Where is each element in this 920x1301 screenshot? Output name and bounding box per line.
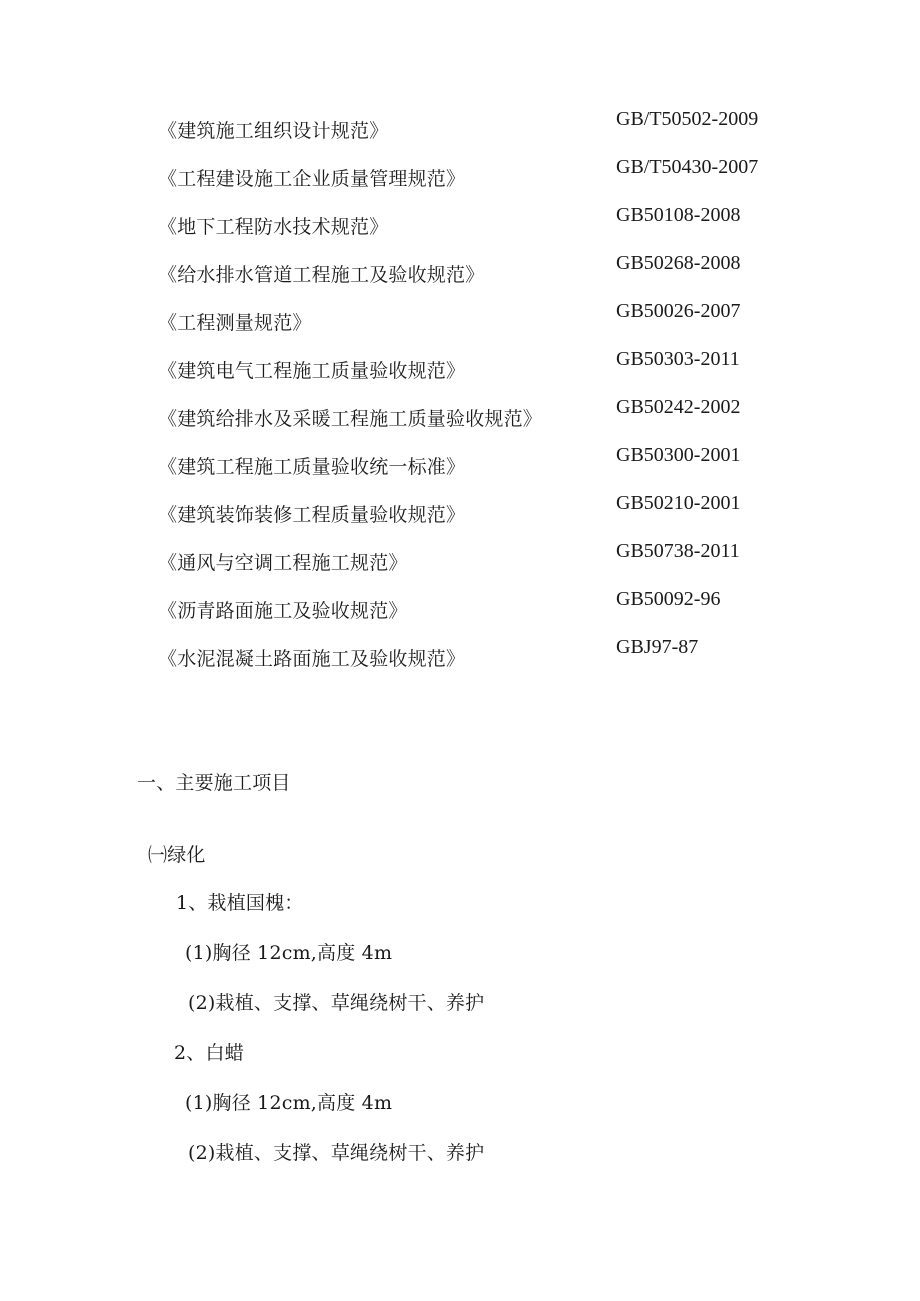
standard-title: 《建筑装饰装修工程质量验收规范》 — [158, 504, 466, 526]
standard-title: 《建筑给排水及采暖工程施工质量验收规范》 — [158, 408, 543, 430]
standard-code: GB50268-2008 — [616, 252, 741, 274]
standard-row — [0, 108, 920, 142]
standard-title: 《建筑电气工程施工质量验收规范》 — [158, 360, 466, 382]
standard-code: GB50092-96 — [616, 588, 721, 610]
standard-row — [0, 396, 920, 430]
standard-row — [0, 492, 920, 526]
standard-code: GB50300-2001 — [616, 444, 741, 466]
standard-title: 《地下工程防水技术规范》 — [158, 216, 389, 238]
standard-row — [0, 156, 920, 190]
item-label: 2、白蜡 — [174, 1042, 244, 1064]
standard-title: 《工程建设施工企业质量管理规范》 — [158, 168, 466, 190]
section-heading: 一、主要施工项目 — [137, 772, 291, 794]
standard-title: 《沥青路面施工及验收规范》 — [158, 600, 408, 622]
standard-code: GB/T50502-2009 — [616, 108, 759, 130]
standard-code: GB50108-2008 — [616, 204, 741, 226]
standard-row — [0, 252, 920, 286]
subsection-heading: ㈠绿化 — [148, 844, 206, 866]
item-detail: (1)胸径 12cm,高度 4m — [185, 1092, 393, 1114]
standard-title: 《建筑工程施工质量验收统一标准》 — [158, 456, 466, 478]
standard-code: GB/T50430-2007 — [616, 156, 759, 178]
standard-row — [0, 540, 920, 574]
standard-code: GB50210-2001 — [616, 492, 741, 514]
item-detail: (2)栽植、支撑、草绳绕树干、养护 — [188, 992, 485, 1014]
item-detail: (1)胸径 12cm,高度 4m — [185, 942, 393, 964]
standard-code: GBJ97-87 — [616, 636, 699, 658]
standard-code: GB50026-2007 — [616, 300, 741, 322]
standard-title: 《工程测量规范》 — [158, 312, 312, 334]
item-detail: (2)栽植、支撑、草绳绕树干、养护 — [188, 1142, 485, 1164]
standard-row — [0, 588, 920, 622]
standard-title: 《建筑施工组织设计规范》 — [158, 120, 389, 142]
standard-row — [0, 348, 920, 382]
standard-row — [0, 300, 920, 334]
standard-row — [0, 204, 920, 238]
standard-title: 《通风与空调工程施工规范》 — [158, 552, 408, 574]
standard-code: GB50738-2011 — [616, 540, 740, 562]
item-label: 1、栽植国槐： — [176, 892, 304, 914]
standard-code: GB50303-2011 — [616, 348, 740, 370]
standard-row — [0, 444, 920, 478]
standard-title: 《水泥混凝土路面施工及验收规范》 — [158, 648, 466, 670]
standard-title: 《给水排水管道工程施工及验收规范》 — [158, 264, 485, 286]
standard-code: GB50242-2002 — [616, 396, 741, 418]
standard-row — [0, 636, 920, 670]
